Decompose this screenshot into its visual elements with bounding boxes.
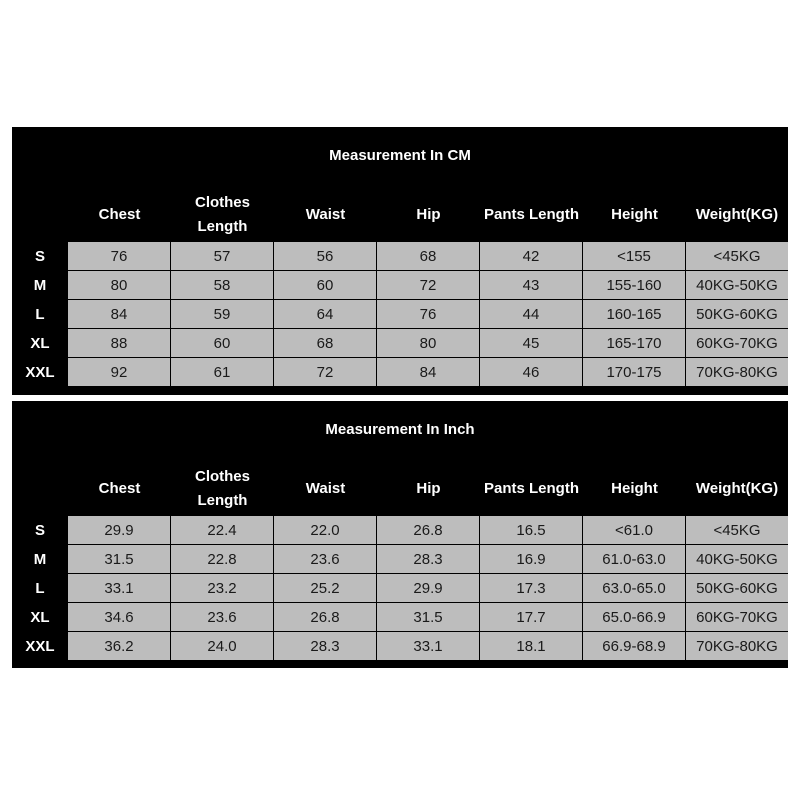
column-header-pants-length: Pants Length xyxy=(483,206,579,223)
size-label: L xyxy=(35,580,45,597)
table-cell: 18.1 xyxy=(480,632,582,660)
table-cell: 155-160 xyxy=(583,271,685,299)
table-cell: 40KG-50KG xyxy=(686,545,788,573)
table-cell: 57 xyxy=(171,242,273,270)
table-cell: 68 xyxy=(274,329,376,357)
table-cell: 58 xyxy=(171,271,273,299)
table-cell: 56 xyxy=(274,242,376,270)
table-cell: 23.6 xyxy=(274,545,376,573)
table-cell: 22.0 xyxy=(274,516,376,544)
size-table-cm xyxy=(12,127,788,395)
table-cell: 60KG-70KG xyxy=(686,603,788,631)
table-row xyxy=(12,358,788,387)
table-cell: 17.7 xyxy=(480,603,582,631)
column-header-chest: Chest xyxy=(98,206,141,223)
table-cell: 160-165 xyxy=(583,300,685,328)
size-label: XL xyxy=(30,335,50,352)
table-cell: 28.3 xyxy=(377,545,479,573)
table-cell: 170-175 xyxy=(583,358,685,386)
column-headers xyxy=(68,463,788,515)
table-cell: 88 xyxy=(68,329,170,357)
table-row xyxy=(12,545,788,574)
table-cell: 61 xyxy=(171,358,273,386)
size-label: M xyxy=(33,277,47,294)
table-cell: 26.8 xyxy=(377,516,479,544)
table-cell: 42 xyxy=(480,242,582,270)
table-row xyxy=(12,329,788,358)
table-cell: 24.0 xyxy=(171,632,273,660)
size-label: S xyxy=(34,248,45,265)
table-cell: <45KG xyxy=(686,516,788,544)
table-row xyxy=(12,300,788,329)
table-cell: 59 xyxy=(171,300,273,328)
table-cell: 40KG-50KG xyxy=(686,271,788,299)
table-cell: 29.9 xyxy=(377,574,479,602)
table-cell: 29.9 xyxy=(68,516,170,544)
column-header-clothes-length: Clothes Length xyxy=(194,194,250,235)
table-body xyxy=(12,242,788,387)
table-cell: 50KG-60KG xyxy=(686,300,788,328)
table-cell: 68 xyxy=(377,242,479,270)
table-cell: 60 xyxy=(171,329,273,357)
table-cell: 76 xyxy=(377,300,479,328)
table-cell: <155 xyxy=(583,242,685,270)
size-label: L xyxy=(35,306,45,323)
column-header-waist: Waist xyxy=(305,480,346,497)
table-cell: 92 xyxy=(68,358,170,386)
table-cell: 80 xyxy=(68,271,170,299)
column-header-chest: Chest xyxy=(98,480,141,497)
column-header-height: Height xyxy=(611,206,658,223)
table-cell: 84 xyxy=(377,358,479,386)
table-cell: 33.1 xyxy=(377,632,479,660)
table-cell: 46 xyxy=(480,358,582,386)
size-label: S xyxy=(34,522,45,539)
table-cell: 60KG-70KG xyxy=(686,329,788,357)
table-row xyxy=(12,603,788,632)
table-cell: 165-170 xyxy=(583,329,685,357)
table-row xyxy=(12,516,788,545)
table-body xyxy=(12,516,788,661)
table-cell: 28.3 xyxy=(274,632,376,660)
table-cell: 36.2 xyxy=(68,632,170,660)
table-cell: 72 xyxy=(377,271,479,299)
table-row xyxy=(12,271,788,300)
table-cell: 31.5 xyxy=(68,545,170,573)
table-cell: 45 xyxy=(480,329,582,357)
column-header-height: Height xyxy=(611,480,658,497)
table-cell: 26.8 xyxy=(274,603,376,631)
table-cell: 70KG-80KG xyxy=(686,632,788,660)
column-header-hip: Hip xyxy=(416,480,441,497)
table-cell: 72 xyxy=(274,358,376,386)
table-cell: 16.9 xyxy=(480,545,582,573)
size-label: M xyxy=(33,551,47,568)
table-cell: 43 xyxy=(480,271,582,299)
table-cell: 50KG-60KG xyxy=(686,574,788,602)
size-label: XL xyxy=(30,609,50,626)
table-title: Measurement In Inch xyxy=(325,421,475,438)
table-cell: 31.5 xyxy=(377,603,479,631)
table-cell: 16.5 xyxy=(480,516,582,544)
table-title: Measurement In CM xyxy=(329,147,471,164)
table-cell: 33.1 xyxy=(68,574,170,602)
table-row xyxy=(12,632,788,661)
column-headers xyxy=(68,189,788,241)
table-cell: 65.0-66.9 xyxy=(583,603,685,631)
table-cell: 17.3 xyxy=(480,574,582,602)
table-cell: 63.0-65.0 xyxy=(583,574,685,602)
table-cell: 23.2 xyxy=(171,574,273,602)
table-cell: 84 xyxy=(68,300,170,328)
column-header-waist: Waist xyxy=(305,206,346,223)
size-label: XXL xyxy=(25,364,55,381)
table-cell: 76 xyxy=(68,242,170,270)
size-table-inch xyxy=(12,401,788,668)
column-header-pants-length: Pants Length xyxy=(483,480,579,497)
table-cell: 23.6 xyxy=(171,603,273,631)
table-cell: 34.6 xyxy=(68,603,170,631)
table-cell: 60 xyxy=(274,271,376,299)
column-header-hip: Hip xyxy=(416,206,441,223)
table-cell: 70KG-80KG xyxy=(686,358,788,386)
table-row xyxy=(12,242,788,271)
column-header-weight: Weight(KG) xyxy=(695,480,779,497)
table-cell: 22.4 xyxy=(171,516,273,544)
table-cell: 80 xyxy=(377,329,479,357)
table-cell: 66.9-68.9 xyxy=(583,632,685,660)
table-row xyxy=(12,574,788,603)
table-cell: <45KG xyxy=(686,242,788,270)
column-header-clothes-length: Clothes Length xyxy=(194,468,250,509)
table-cell: 22.8 xyxy=(171,545,273,573)
table-cell: 64 xyxy=(274,300,376,328)
table-cell: <61.0 xyxy=(583,516,685,544)
table-cell: 25.2 xyxy=(274,574,376,602)
column-header-weight: Weight(KG) xyxy=(695,206,779,223)
size-label: XXL xyxy=(25,638,55,655)
table-cell: 44 xyxy=(480,300,582,328)
table-cell: 61.0-63.0 xyxy=(583,545,685,573)
